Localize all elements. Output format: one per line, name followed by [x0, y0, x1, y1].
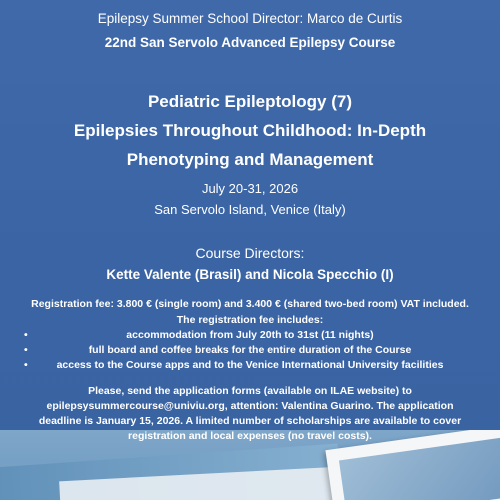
- title-line-2: Epilepsies Throughout Childhood: In-Depth: [73, 121, 427, 140]
- application-line-2: epilepsysummercourse@univiu.org, attention: Valentina Guarino. The application: [46, 400, 454, 412]
- event-venue: San Servolo Island, Venice (Italy): [154, 202, 346, 217]
- list-item-text: accommodation from July 20th to 31st (11 nights): [126, 329, 374, 341]
- event-dates: July 20-31, 2026: [201, 181, 299, 196]
- application-line-3: deadline is January 15, 2026. A limited number of scholarships are available to cover: [38, 415, 462, 427]
- title-line-3: Phenotyping and Management: [126, 150, 374, 169]
- list-item-text: access to the Course apps and to the Venice International University facilities: [56, 359, 444, 371]
- application-line-1: Please, send the application forms (available on ILAE website) to: [88, 385, 412, 397]
- application-text: [0, 384, 500, 444]
- registration-fee: Registration fee: 3.800 € (single room) and 3.400 € (shared two-bed room) VAT included.: [31, 298, 469, 310]
- registration-includes-label: The registration fee includes:: [176, 314, 324, 326]
- title-line-1: Pediatric Epileptology (7): [147, 92, 353, 111]
- course-directors-names: Kette Valente (Brasil) and Nicola Specchio (I): [106, 267, 394, 282]
- bullet-icon: •: [24, 344, 28, 356]
- bullet-icon: •: [24, 359, 28, 371]
- list-item-text: full board and coffee breaks for the entire duration of the Course: [88, 344, 412, 356]
- course-directors-label: Course Directors:: [195, 245, 305, 261]
- director-line: Epilepsy Summer School Director: Marco de Curtis: [97, 11, 403, 26]
- bullet-icon: •: [24, 329, 28, 341]
- course-name: 22nd San Servolo Advanced Epilepsy Course: [104, 35, 396, 50]
- application-line-4: registration and local expenses (no travel costs).: [128, 430, 372, 442]
